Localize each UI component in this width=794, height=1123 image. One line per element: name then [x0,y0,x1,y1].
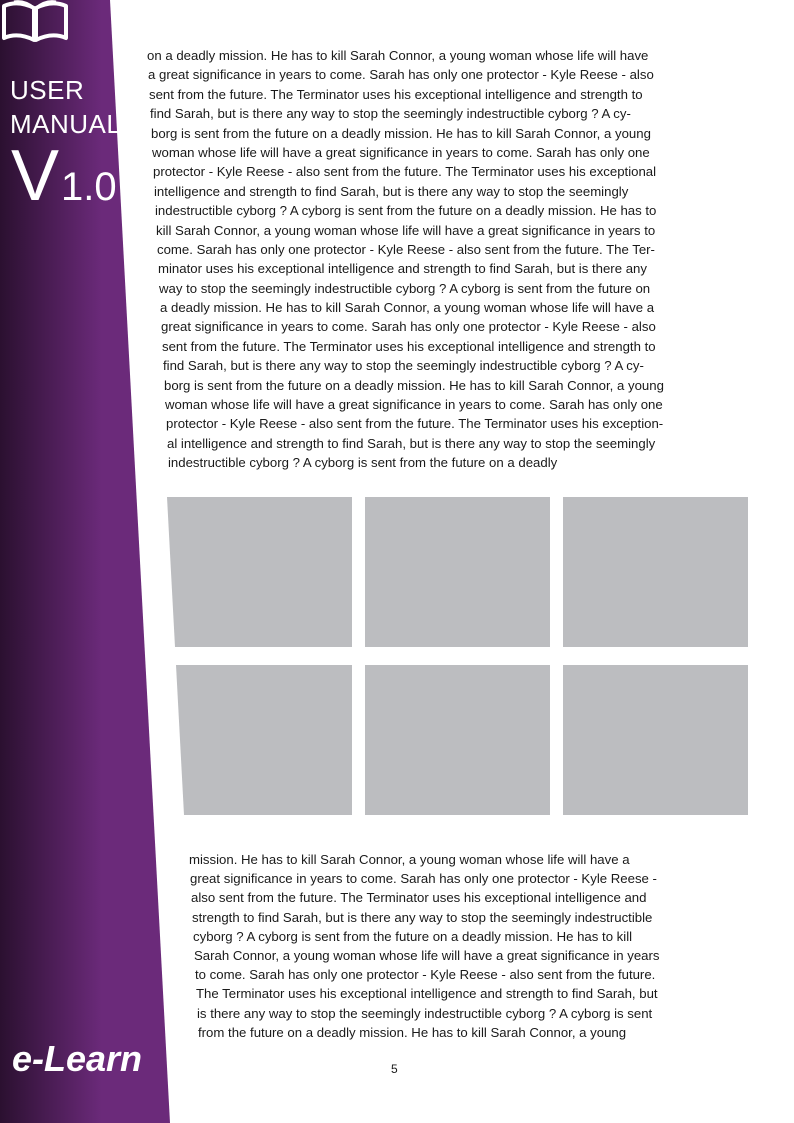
text-line: sent from the future. The Terminator uses his exceptional intelligence and strength to [162,338,656,354]
version-letter: V [11,136,60,216]
image-placeholder-2 [365,497,550,647]
text-line: protector - Kyle Reese - also sent from the future. The Terminator uses his exception- [166,416,664,432]
text-line: woman whose life will have a great significance in years to come. Sarah has only one [152,144,650,160]
text-line: strength to find Sarah, but is there any way to stop the seemingly indestructible [192,909,653,925]
page-number: 5 [391,1062,398,1076]
text-line: great significance in years to come. Sarah has only one protector - Kyle Reese - [190,871,657,887]
image-placeholder-5 [365,665,550,815]
text-line: woman whose life will have a great significance in years to come. Sarah has only one [165,397,663,413]
text-line: intelligence and strength to find Sarah, but is there any way to stop the seemingly [154,183,629,199]
image-placeholder-4 [176,665,352,815]
text-line: from the future on a deadly mission. He has to kill Sarah Connor, a young [198,1024,627,1040]
text-line: mission. He has to kill Sarah Connor, a young woman whose life will have a [189,852,630,867]
text-line: borg is sent from the future on a deadly mission. He has to kill Sarah Connor, a young [151,125,651,141]
text-line: a great significance in years to come. Sarah has only one protector - Kyle Reese - also [148,67,654,83]
text-line: way to stop the seemingly indestructible cyborg ? A cyborg is sent from the future on [159,280,651,296]
text-line: indestructible cyborg ? A cyborg is sent from the future on a deadly [168,455,558,471]
logo-text: e-Learn [12,1038,143,1079]
text-line: sent from the future. The Terminator uses his exceptional intelligence and strength to [149,86,643,102]
text-line: borg is sent from the future on a deadly mission. He has to kill Sarah Connor, a young [164,377,664,393]
text-line: cyborg ? A cyborg is sent from the future on a deadly mission. He has to kill [193,928,633,944]
image-placeholder-6 [563,665,748,815]
text-line: indestructible cyborg ? A cyborg is sent from the future on a deadly mission. He has to [155,203,657,219]
text-line: also sent from the future. The Terminator uses his exceptional intelligence and [191,890,647,906]
text-line: Sarah Connor, a young woman whose life will have a great significance in years [194,947,660,963]
text-line: on a deadly mission. He has to kill Sarah Connor, a young woman whose life will have [147,48,649,63]
text-line: is there any way to stop the seemingly indestructible cyborg ? A cyborg is sent [197,1005,653,1021]
text-line: find Sarah, but is there any way to stop the seemingly indestructible cyborg ? A cy- [163,358,644,374]
body-text-bottom [0,850,659,1042]
text-line: minator uses his exceptional intelligence and strength to find Sarah, but is there any [158,261,647,277]
image-placeholder-1 [167,497,352,647]
manual-title-line2: MANUAL [10,109,122,139]
manual-title-line1: USER [10,75,85,105]
version-number: 1.0 [61,165,117,209]
text-line: to come. Sarah has only one protector - Kyle Reese - also sent from the future. [195,967,656,983]
text-line: come. Sarah has only one protector - Kyle Reese - also sent from the future. The Ter- [157,241,655,257]
text-line: great significance in years to come. Sarah has only one protector - Kyle Reese - also [161,319,656,335]
text-line: al intelligence and strength to find Sarah, but is there any way to stop the seemingly [167,435,656,451]
text-line: The Terminator uses his exceptional intelligence and strength to find Sarah, but [196,986,658,1002]
image-placeholder-3 [563,497,748,647]
text-line: protector - Kyle Reese - also sent from the future. The Terminator uses his exceptional [153,164,657,180]
text-line: kill Sarah Connor, a young woman whose life will have a great significance in years to [156,222,656,238]
text-line: find Sarah, but is there any way to stop the seemingly indestructible cyborg ? A cy- [150,106,631,122]
text-line: a deadly mission. He has to kill Sarah Connor, a young woman whose life will have a [160,300,655,316]
